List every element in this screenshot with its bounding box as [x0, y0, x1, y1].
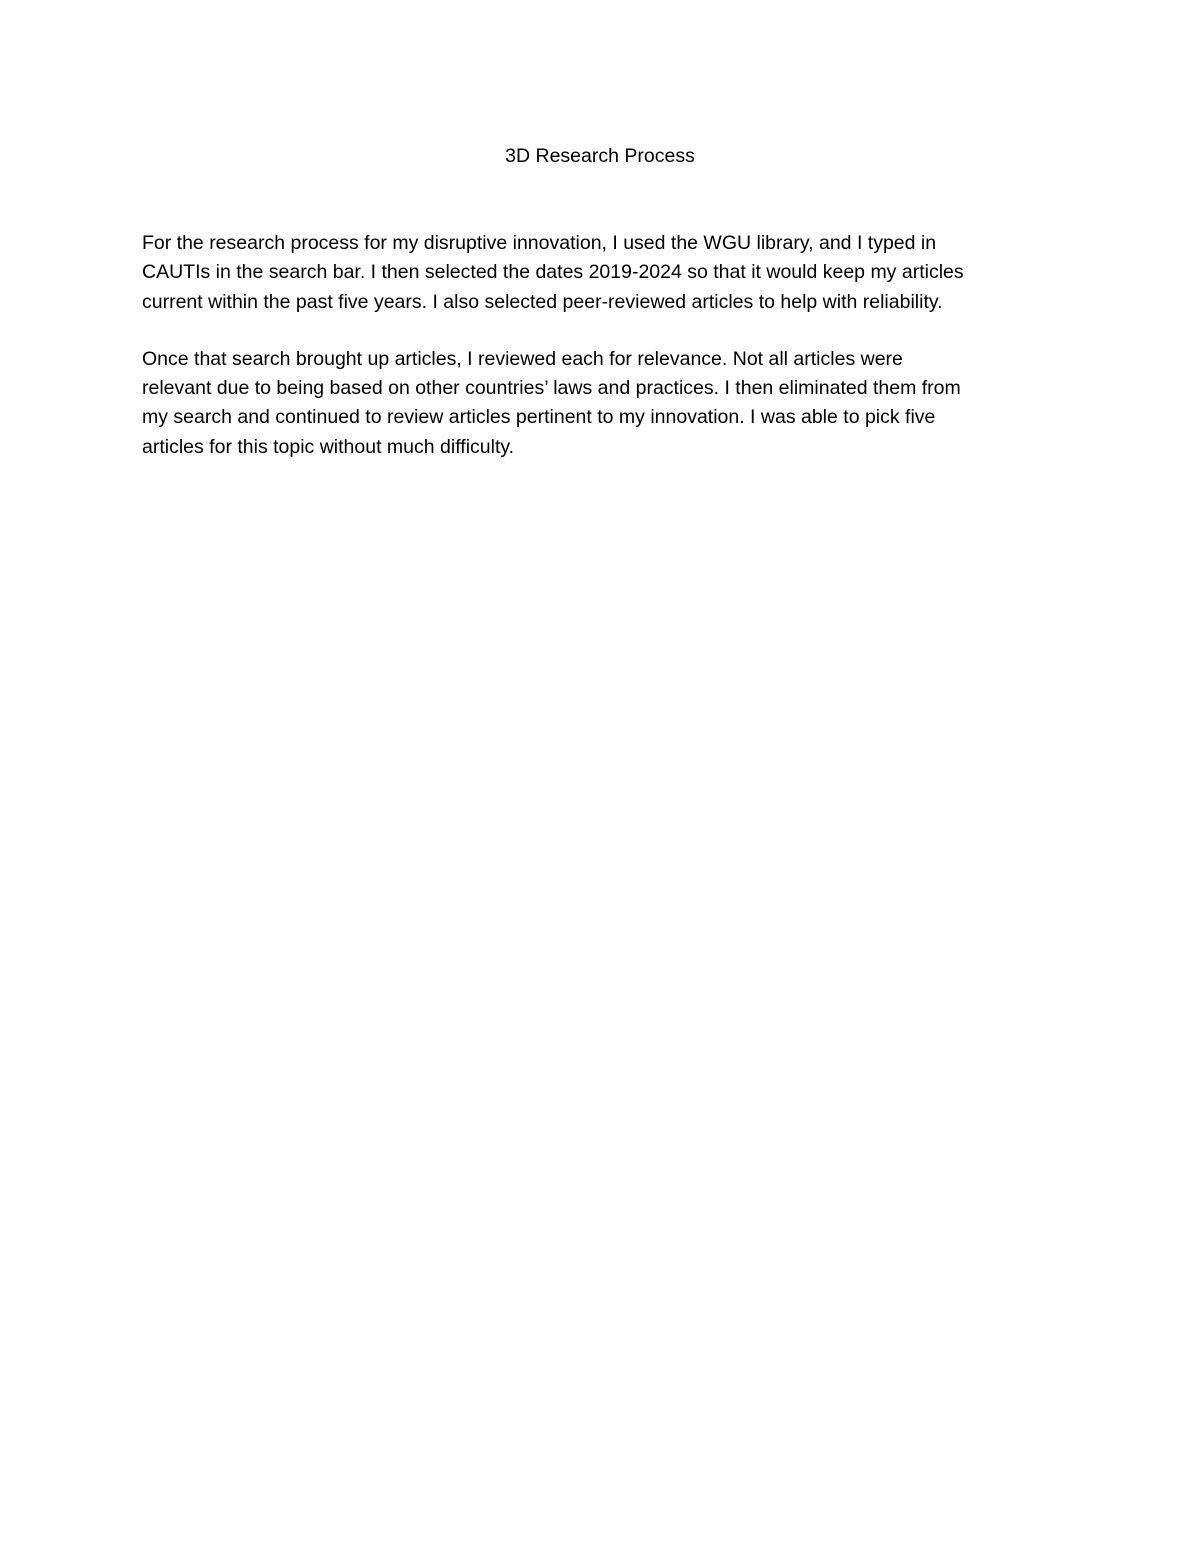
paragraph-line: For the research process for my disruptive innovation, I used the WGU library, and I typed in — [142, 232, 937, 254]
paragraph-2 — [142, 345, 1062, 462]
paragraph-1 — [142, 229, 1062, 317]
paragraph-line: articles for this topic without much difficulty. — [142, 435, 515, 458]
paragraph-line: current within the past five years. I also selected peer-reviewed articles to help with reliability. — [142, 290, 943, 313]
paragraph-line: relevant due to being based on other countries’ laws and practices. I then eliminated them from — [142, 377, 961, 400]
paragraph-line: CAUTIs in the search bar. I then selected the dates 2019-2024 so that it would keep my articles — [142, 261, 964, 284]
document-title: 3D Research Process — [505, 145, 695, 167]
paragraph-line: Once that search brought up articles, I reviewed each for relevance. Not all articles were — [142, 347, 903, 370]
paragraph-line: my search and continued to review articles pertinent to my innovation. I was able to pick five — [142, 406, 936, 429]
document-body — [142, 229, 1062, 490]
